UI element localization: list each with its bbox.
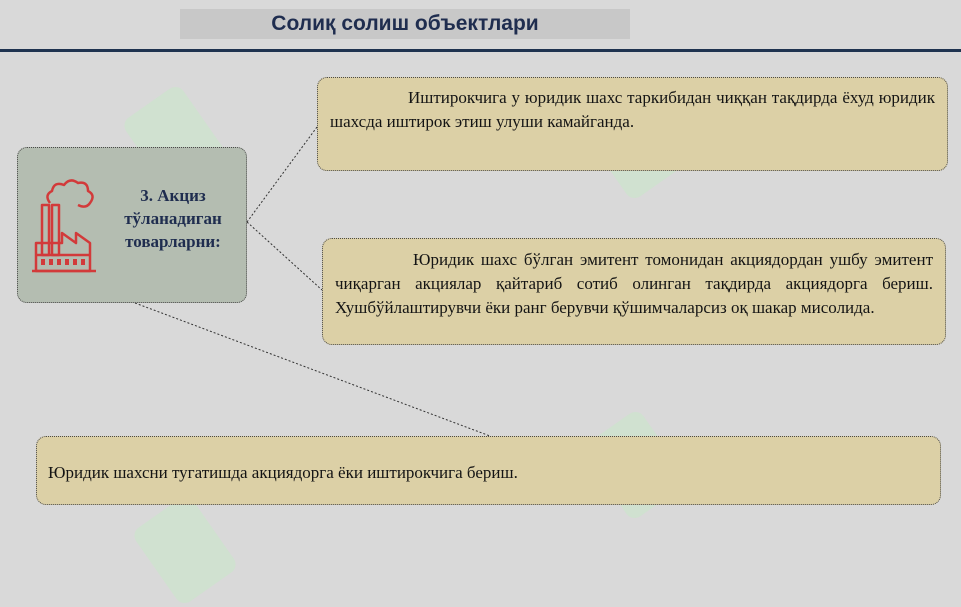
text-box-3 xyxy=(36,436,941,505)
text-box-content: Юридик шахсни тугатишда акциядорга ёки иштирокчига бериш. xyxy=(48,463,518,482)
category-label xyxy=(108,184,238,253)
category-label-line: товарларни: xyxy=(125,232,221,251)
category-label-line: тўланадиган xyxy=(124,209,222,228)
connector-line xyxy=(247,127,317,222)
factory-icon xyxy=(28,175,100,275)
page-title: Солиқ солиш объектлари xyxy=(271,12,539,35)
text-box-content: Юридик шахс бўлган эмитент томонидан акциядордан ушбу эмитент чиқарган акциялар қайтариб сотиб олинган тақдирда акциядорга бериш. Хушбўйлаштирувчи ёки ранг берувчи қўшимчаларсиз оқ шакар мисолида. xyxy=(335,250,933,317)
category-label-line: 3. Акциз xyxy=(140,186,206,205)
connector-line xyxy=(247,222,322,290)
text-box-content: Иштирокчига у юридик шахс таркибидан чиққан тақдирда ёхуд юридик шахсда иштирок этиш улуши камайганда. xyxy=(330,88,935,131)
text-box-1 xyxy=(317,77,948,171)
text-box-2 xyxy=(322,238,946,345)
